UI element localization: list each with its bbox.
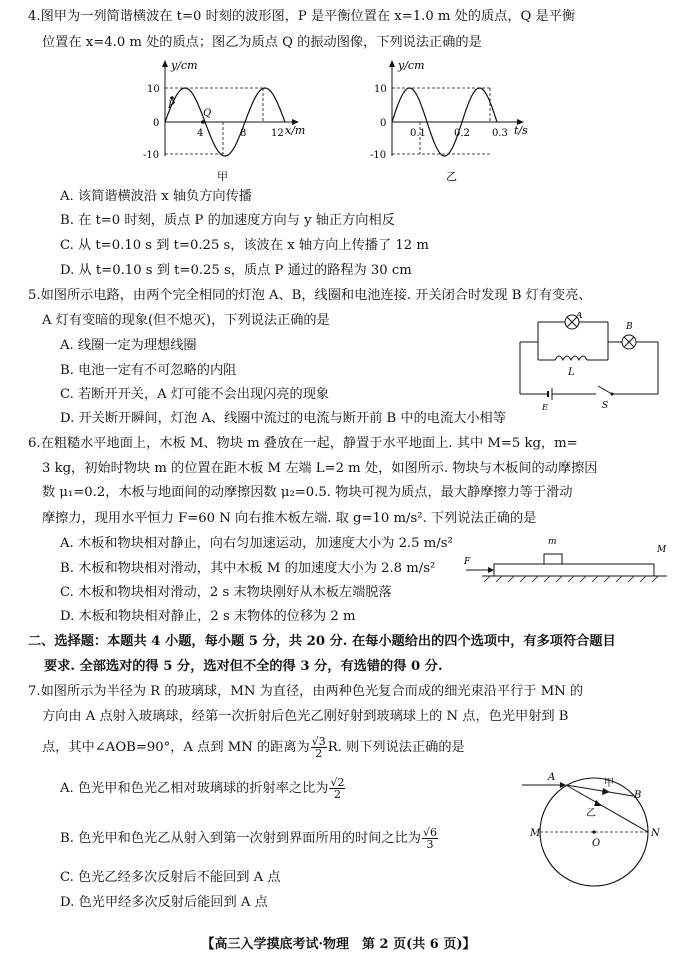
q7-glass-sphere-figure <box>520 766 670 896</box>
q7-label-N: N <box>651 828 660 839</box>
q6-block-m <box>544 554 562 564</box>
q7-label-O: O <box>592 838 601 849</box>
q5-stem-line1: 5.如图所示电路，由两个完全相同的灯泡 A、B，线圈和电池连接. 开关闭合时发现 B 灯有变亮、 <box>28 288 592 303</box>
q7-label-jia: 甲 <box>604 778 614 789</box>
q4-figA-Q: Q <box>203 108 212 119</box>
q4-option-b: B. 在 t=0 时刻，质点 P 的加速度方向与 y 轴正方向相反 <box>60 213 395 228</box>
q6-label-M: M <box>657 545 667 555</box>
q7-stem3a: 点，其中∠AOB=90°，A 点到 MN 的距离为 <box>42 740 310 755</box>
q4-figA-caption: 甲 <box>217 170 228 183</box>
q4-figB-xtick-01: 0.1 <box>410 128 426 139</box>
q6-option-b: B. 木板和物块相对滑动，其中木板 M 的加速度大小为 2.8 m/s² <box>60 561 436 576</box>
q5-battery-E: E <box>542 403 548 412</box>
q4-figB-xlabel: t/s <box>514 124 528 137</box>
q5-lamp-B: B <box>626 322 633 332</box>
q4-figB-ytick-10: 10 <box>374 84 387 95</box>
q4-figB-xtick-02: 0.2 <box>454 128 470 139</box>
q5-switch-S: S <box>602 401 609 411</box>
q5-option-a: A. 线圈一定为理想线圈 <box>60 338 197 353</box>
q6-option-d: D. 木板和物块相对静止，2 s 末物体的位移为 2 m <box>60 609 356 624</box>
q4-figA-ytick-0: 0 <box>153 118 160 129</box>
q6-stem-line3: 数 μ₁=0.2，木板与地面间的动摩擦因数 μ₂=0.5. 物块可视为质点，最大静摩擦力等于滑动 <box>42 485 573 500</box>
q7-option-a: A. 色光甲和色光乙相对玻璃球的折射率之比为 $\frac{√2}{2}$ <box>60 776 345 801</box>
section2-header-line2: 要求. 全部选对的得 5 分，选对但不全的得 3 分，有选错的得 0 分. <box>44 659 443 674</box>
q7-stem-line1: 7.如图所示为半径为 R 的玻璃球，MN 为直径，由两种色光复合而成的细光束沿平行于 MN 的 <box>28 684 584 699</box>
q4-figA-xtick-8: 8 <box>240 128 247 139</box>
q4-vibration-figure <box>370 56 540 186</box>
q6-stem-line1: 6.在粗糙水平地面上，木板 M、物块 m 叠放在一起，静置于水平地面上. 其中 M=5 kg，m= <box>28 436 578 451</box>
q4-option-a: A. 该简谐横波沿 x 轴负方向传播 <box>60 189 252 204</box>
q7-fraction-sqrt6-over-3: $\frac{√6}{3}$ <box>422 826 437 851</box>
q5-lamp-A: A <box>576 312 583 321</box>
q4-figA-ytick-neg10: -10 <box>143 150 160 161</box>
q7-fraction-sqrt3-over-2: $\frac{√3}{2}$ <box>311 735 326 760</box>
q7-center-O <box>592 830 595 833</box>
section2-header-line1: 二、选择题：本题共 4 小题，每小题 5 分，共 20 分. 在每小题给出的四个选项中，有多项符合题目 <box>28 634 616 649</box>
q4-figB-ytick-neg10: -10 <box>370 150 387 161</box>
q7-fraction-sqrt2-over-2: $\frac{√2}{2}$ <box>330 776 345 801</box>
q4-stem-line1: 4.图甲为一列简谐横波在 t=0 时刻的波形图，P 是平衡位置在 x=1.0 m 处的质点，Q 是平衡 <box>28 9 576 24</box>
q7-stem3b: R. 则下列说法正确的是 <box>327 740 465 755</box>
q4-figA-xtick-4: 4 <box>197 128 204 139</box>
q4-figB-xtick-03: 0.3 <box>492 128 508 139</box>
q4-wave-figure <box>135 56 325 186</box>
q7-option-b: B. 色光甲和色光乙从射入到第一次射到界面所用的时间之比为 $\frac{√6}{3}$ <box>60 826 437 851</box>
q5-circuit-figure <box>510 312 670 412</box>
q4-figB-ytick-0: 0 <box>380 118 387 129</box>
q4-figA-xtick-12: 12 <box>271 128 284 139</box>
q5-option-b: B. 电池一定有不可忽略的内阻 <box>60 363 237 378</box>
q6-option-a: A. 木板和物块相对静止，向右匀加速运动，加速度大小为 2.5 m/s² <box>60 536 453 551</box>
q7-label-yi: 乙 <box>586 808 596 819</box>
q7-label-B: B <box>634 790 642 801</box>
q4-figA-ytick-10: 10 <box>147 84 160 95</box>
q7-stem-line3 <box>42 736 465 759</box>
q7-label-M: M <box>530 828 541 839</box>
q4-figA-P: P <box>168 100 175 111</box>
q6-label-m: m <box>548 537 557 547</box>
q5-stem-line2: A 灯有变暗的现象(但不熄灭)，下列说法正确的是 <box>42 313 330 328</box>
q6-board-figure <box>462 532 672 584</box>
q7-label-A: A <box>548 772 556 783</box>
q6-board-M <box>494 564 654 576</box>
q7-option-c: C. 色光乙经多次反射后不能回到 A 点 <box>60 870 281 885</box>
q5-option-d: D. 开关断开瞬间，灯泡 A、线圈中流过的电流与断开前 B 中的电流大小相等 <box>60 411 506 426</box>
q6-stem-line4: 摩擦力，现用水平恒力 F=60 N 向右推木板左端. 取 g=10 m/s². 下列说法正确的是 <box>42 511 537 526</box>
q4-figA-ylabel: y/cm <box>171 59 198 72</box>
q7-stem-line2: 方向由 A 点射入玻璃球，经第一次折射后色光乙刚好射到玻璃球上的 N 点，色光甲射到 B <box>42 709 569 724</box>
q4-figB-ylabel: y/cm <box>398 59 425 72</box>
q5-coil-L: L <box>568 367 575 378</box>
q4-figB-caption: 乙 <box>446 170 457 183</box>
q4-option-d: D. 从 t=0.10 s 到 t=0.25 s，质点 P 通过的路程为 30 cm <box>60 263 412 278</box>
q4-option-c: C. 从 t=0.10 s 到 t=0.25 s，该波在 x 轴方向上传播了 12 m <box>60 238 429 253</box>
page-footer: 【高三入学摸底考试·物理 第 2 页(共 6 页)】 <box>201 937 476 952</box>
q6-option-c: C. 木板和物块相对滑动，2 s 末物块刚好从木板左端脱落 <box>60 585 392 600</box>
q6-label-F: F <box>464 557 471 567</box>
q7-option-d: D. 色光甲经多次反射后能回到 A 点 <box>60 895 268 910</box>
q4-figA-xlabel: x/m <box>285 124 306 137</box>
q5-option-c: C. 若断开开关，A 灯可能不会出现闪亮的现象 <box>60 387 330 402</box>
q4-point-Q <box>201 120 205 124</box>
q6-stem-line2: 3 kg，初始时物块 m 的位置在距木板 M 左端 L=2 m 处，如图所示. 物块与木板间的动摩擦因 <box>42 461 598 476</box>
q4-stem-line2: 位置在 x=4.0 m 处的质点；图乙为质点 Q 的振动图像，下列说法正确的是 <box>42 35 482 50</box>
